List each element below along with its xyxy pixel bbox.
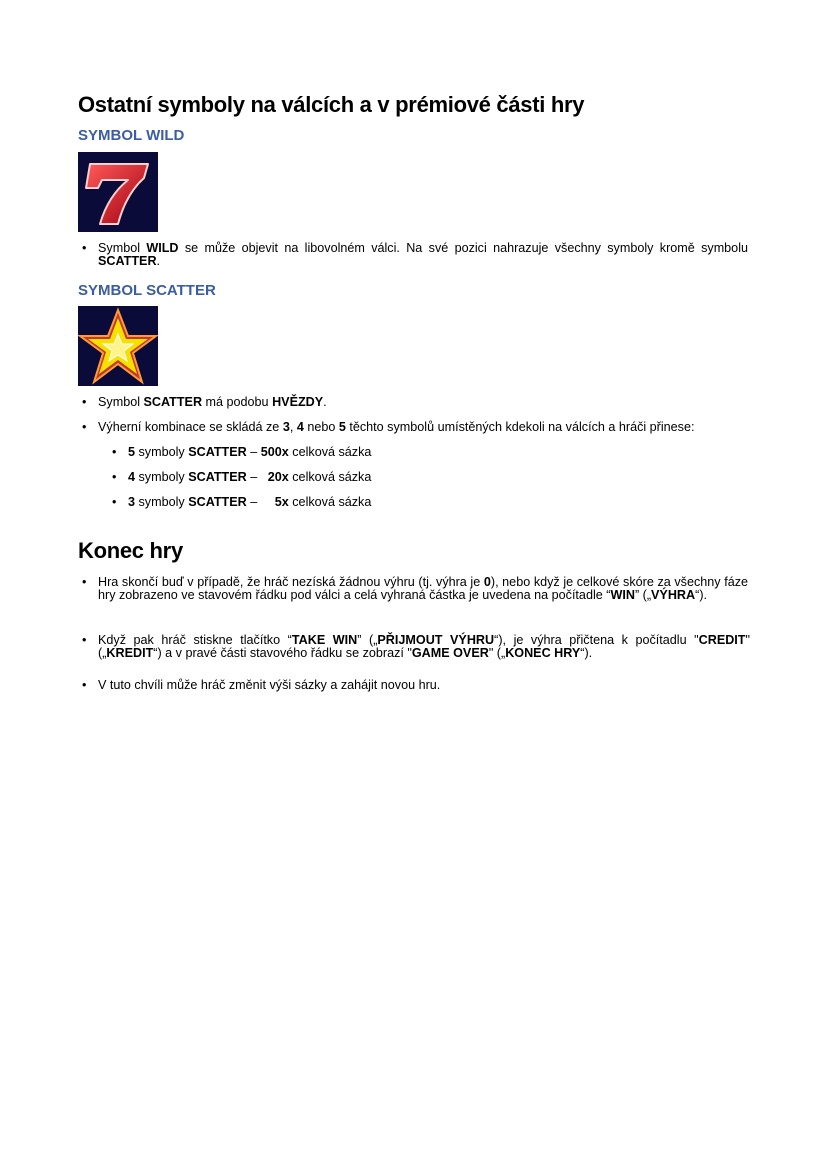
bold-text: CREDIT [698, 633, 746, 647]
text: těchto symbolů umístěných kdekoli na válcích a hráči přinese: [345, 420, 695, 434]
text: ” („ [357, 633, 378, 647]
text: " („ [98, 633, 750, 660]
scatter-star-image [78, 306, 158, 386]
text: ” („ [634, 588, 652, 602]
list-item-end-1 [82, 575, 749, 602]
text: – [246, 470, 268, 484]
bold-text: KREDIT [106, 646, 154, 660]
text: celková sázka [288, 495, 372, 509]
text: “) a v pravé části stavového řádku se zobrazí " [153, 646, 412, 660]
text: Výherní kombinace se skládá ze [98, 420, 283, 434]
bold-text: SCATTER [98, 254, 157, 268]
text: . [323, 395, 327, 409]
list-item-scatter-shape [82, 395, 758, 409]
bold-text: SCATTER [143, 395, 203, 409]
text: Symbol [98, 395, 144, 409]
bold-text: 4 [296, 420, 304, 434]
text: “), je výhra přičtena k počítadlu " [494, 633, 699, 647]
list-item-pay-3 [112, 495, 372, 509]
text: celková sázka [288, 445, 372, 459]
bold-text: 0 [483, 575, 491, 589]
bold-text: 3 [128, 495, 136, 509]
text: má podobu [202, 395, 273, 409]
bullet: • [82, 420, 87, 434]
bold-text: WIN [610, 588, 635, 602]
bullet: • [112, 445, 117, 459]
bold-text: WILD [146, 241, 179, 255]
text: se může objevit na libovolném válci. Na své pozici nahrazuje všechny symboly kromě symbolu [178, 241, 748, 255]
section-title-other-symbols: Ostatní symboly na válcích a v prémiové části hry [78, 92, 585, 117]
list-item-end-2 [82, 633, 750, 660]
text: V tuto chvíli může hráč změnit výši sázky a zahájit novou hru. [98, 678, 441, 692]
text: – [246, 495, 275, 509]
heading-symbol-scatter: SYMBOL SCATTER [78, 282, 216, 299]
bold-text: SCATTER [188, 445, 247, 459]
bold-text: 3 [282, 420, 290, 434]
bullet: • [82, 575, 87, 589]
text: – [246, 445, 261, 459]
bullet: • [112, 470, 117, 484]
text: symboly [135, 470, 189, 484]
bold-text: VÝHRA [651, 588, 696, 602]
text: “). [695, 588, 708, 602]
bold-text: 5x [274, 495, 289, 509]
bullet: • [82, 633, 87, 647]
bold-text: HVĚZDY [272, 395, 324, 409]
bullet: • [82, 241, 87, 255]
star-icon [78, 306, 158, 386]
text: , [289, 420, 297, 434]
text: nebo [303, 420, 339, 434]
bold-text: 5 [128, 445, 136, 459]
bold-text: KONEC HRY [505, 646, 581, 660]
text: " („ [488, 646, 506, 660]
list-item-wild [82, 241, 748, 268]
text: symboly [135, 495, 189, 509]
heading-symbol-wild: SYMBOL WILD [78, 127, 185, 144]
text: symboly [135, 445, 189, 459]
text: celková sázka [288, 470, 372, 484]
text: “). [580, 646, 593, 660]
text: . [156, 254, 161, 268]
text: Symbol [98, 241, 147, 255]
list-item-end-3 [82, 678, 748, 692]
text: Hra skončí buď v případě, že hráč nezíská žádnou výhru (tj. výhra je [98, 575, 484, 589]
bold-text: SCATTER [188, 495, 247, 509]
bullet: • [112, 495, 117, 509]
list-item-pay-4 [112, 470, 372, 484]
bold-text: SCATTER [188, 470, 247, 484]
text: ), nebo když je celkové skóre za všechny fáze hry zobrazeno ve stavovém řádku pod válci a celá vyhraná částka je uvedena na počítadle “ [98, 575, 749, 602]
section-title-game-end: Konec hry [78, 538, 183, 563]
bold-text: 5 [338, 420, 346, 434]
bold-text: TAKE WIN [291, 633, 358, 647]
list-item-pay-5 [112, 445, 372, 459]
bold-text: 4 [128, 470, 136, 484]
text: Když pak hráč stiskne tlačítko “ [98, 633, 292, 647]
bold-text: 500x [260, 445, 289, 459]
bold-text: PŘIJMOUT VÝHRU [377, 633, 495, 647]
wild-seven-image [78, 152, 158, 232]
list-item-scatter-combo [82, 420, 778, 434]
bullet: • [82, 395, 87, 409]
bold-text: 20x [267, 470, 289, 484]
bold-text: GAME OVER [411, 646, 489, 660]
bullet: • [82, 678, 87, 692]
seven-icon [78, 152, 158, 232]
